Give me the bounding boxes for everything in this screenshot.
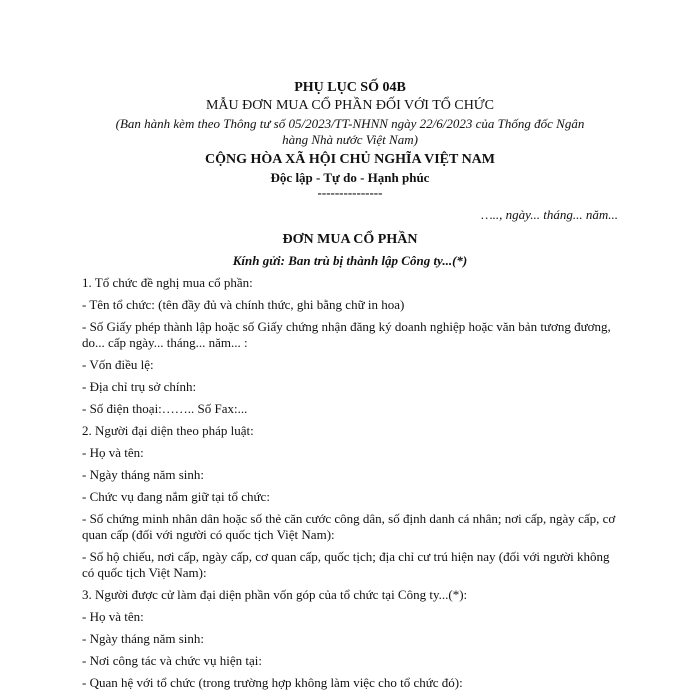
form-title: MẪU ĐƠN MUA CỔ PHẦN ĐỐI VỚI TỔ CHỨC (205, 98, 495, 113)
form-body (82, 275, 622, 697)
field-license-number: - Số Giấy phép thành lập hoặc số Giấy chứng nhận đăng ký doanh nghiệp hoặc văn bản tương đương, do... cấp ngày... tháng... năm... : (82, 319, 611, 350)
appendix-number: PHỤ LỤC SỐ 04B (294, 80, 406, 95)
field-legal-rep-name: - Họ và tên: (82, 445, 144, 460)
recipient-name: Ban trù bị thành lập Công ty...(*) (288, 253, 468, 268)
field-charter-capital: - Vốn điều lệ: (82, 357, 154, 372)
section-2-heading: 2. Người đại diện theo pháp luật: (82, 423, 254, 438)
national-motto: Độc lập - Tự do - Hạnh phúc (270, 170, 430, 185)
field-capital-rep-name: - Họ và tên: (82, 609, 144, 624)
document-title: ĐƠN MUA CỔ PHẦN (282, 232, 418, 247)
field-capital-rep-relation: - Quan hệ với tổ chức (trong trường hợp không làm việc cho tổ chức đó): (82, 675, 463, 690)
field-org-name: - Tên tổ chức: (tên đầy đủ và chính thức, ghi bằng chữ in hoa) (82, 297, 405, 312)
field-legal-rep-dob: - Ngày tháng năm sinh: (82, 467, 205, 482)
date-line: ….., ngày... tháng... năm... (481, 207, 618, 222)
field-phone-fax: - Số điện thoại:…….. Số Fax:... (82, 401, 248, 416)
recipient-line (0, 253, 700, 269)
field-legal-rep-position: - Chức vụ đang nắm giữ tại tổ chức: (82, 489, 270, 504)
motto-divider: --------------- (317, 185, 383, 200)
section-3-heading: 3. Người được cử làm đại diện phần vốn góp của tổ chức tại Công ty...(*): (82, 587, 468, 602)
country-name: CỘNG HÒA XÃ HỘI CHỦ NGHĨA VIỆT NAM (204, 152, 495, 167)
field-legal-rep-id: - Số chứng minh nhân dân hoặc số thẻ căn cước công dân, số định danh cá nhân; nơi cấp, ngày cấp, cơ quan cấp (đối với người có quốc tịch Việt Nam): (82, 511, 616, 542)
field-legal-rep-passport: - Số hộ chiếu, nơi cấp, ngày cấp, cơ quan cấp, quốc tịch; địa chỉ cư trú hiện nay (đối với người không có quốc tịch Việt Nam): (82, 549, 610, 580)
field-capital-rep-workplace: - Nơi công tác và chức vụ hiện tại: (82, 653, 262, 668)
recipient-prefix: Kính gửi: (232, 253, 289, 268)
issuance-note: (Ban hành kèm theo Thông tư số 05/2023/TT-NHNN ngày 22/6/2023 của Thống đốc Ngân hàng Nhà nước Việt Nam) (115, 116, 585, 147)
section-1-heading: 1. Tổ chức đề nghị mua cổ phần: (82, 275, 253, 290)
field-capital-rep-dob: - Ngày tháng năm sinh: (82, 631, 205, 646)
field-head-office: - Địa chỉ trụ sở chính: (82, 379, 197, 394)
